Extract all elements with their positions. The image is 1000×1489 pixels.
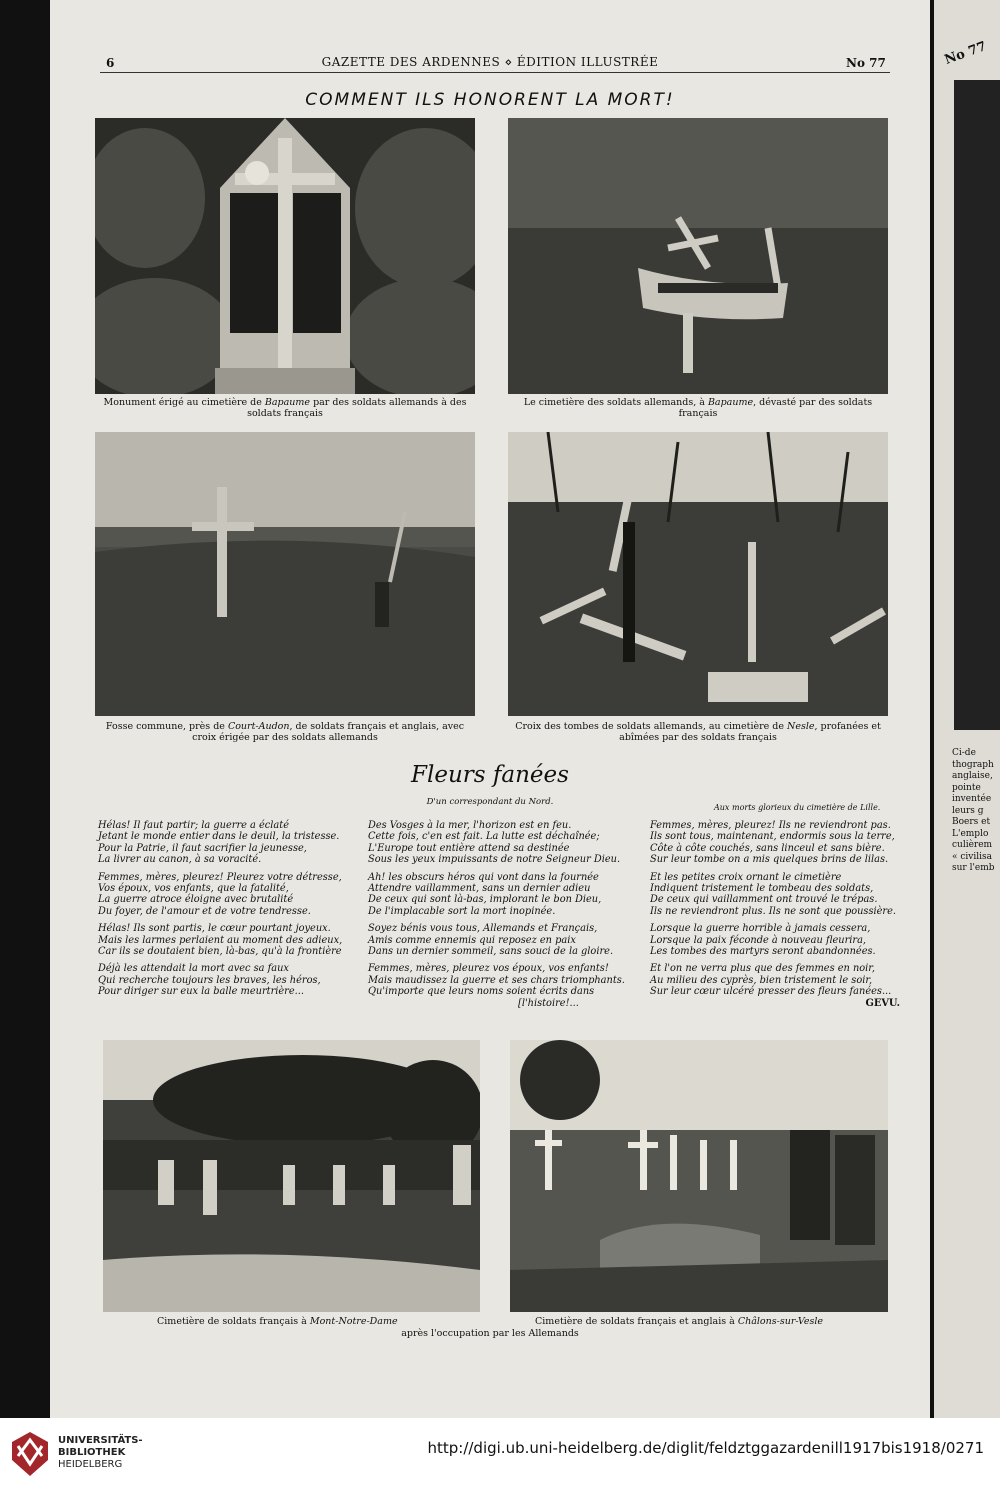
poem-line: Dans un dernier sommeil, sans souci de la gloire. bbox=[368, 946, 614, 958]
poem-line: Femmes, mères, pleurez! Ils ne reviendront pas. bbox=[650, 820, 891, 831]
adjacent-line: Ci-de bbox=[952, 748, 976, 758]
poem-line: La livrer au canon, à sa voracité. bbox=[98, 854, 262, 866]
poem-line: Hélas! Ils sont partis, le cœur pourtant joyeux. bbox=[98, 923, 331, 935]
poem-line: Au milieu des cyprès, bien tristement le soir, bbox=[650, 974, 873, 986]
photo-cemetery-chalons-sur-vesle bbox=[510, 1040, 888, 1312]
poem-line: Lorsque la paix féconde à nouveau fleurira, bbox=[650, 934, 867, 946]
stanza bbox=[98, 963, 348, 997]
adjacent-line: pointe bbox=[952, 782, 981, 793]
photo-cemetery-mont-notre-dame bbox=[103, 1040, 480, 1312]
main-title: COMMENT ILS HONORENT LA MORT! bbox=[305, 90, 675, 110]
adjacent-text bbox=[952, 748, 1000, 875]
stanza bbox=[368, 923, 618, 957]
poem-column-3 bbox=[650, 820, 900, 1015]
library-name: UNIVERSITÄTS- BIBLIOTHEK HEIDELBERG bbox=[58, 1435, 143, 1470]
poem-line: Femmes, mères, pleurez! Pleurez votre détresse, bbox=[98, 871, 342, 883]
poem-signature: GEVU. bbox=[865, 997, 900, 1009]
poem-line: Mais les larmes perlaient au moment des adieux, bbox=[98, 934, 343, 946]
stanza bbox=[650, 872, 900, 918]
adjacent-line: « civilisa bbox=[952, 851, 992, 862]
footer-bar bbox=[0, 1418, 1000, 1489]
photo-common-grave-court-audon bbox=[95, 432, 475, 716]
poem-line: Hélas! Il faut partir; la guerre a éclaté bbox=[98, 820, 289, 831]
poem-dedication: Aux morts glorieux du cimetière de Lille. bbox=[714, 803, 881, 812]
poem-line: La guerre atroce éloigne avec brutalité bbox=[98, 894, 294, 906]
stanza bbox=[650, 820, 900, 866]
poem-line: Femmes, mères, pleurez vos époux, vos enfants! bbox=[368, 963, 609, 975]
poem-line: Soyez bénis vous tous, Allemands et Français, bbox=[368, 923, 598, 935]
stanza bbox=[650, 963, 900, 1009]
poem-line: Mais maudissez la guerre et ses chars triomphants. bbox=[368, 974, 625, 986]
poem-line: Car ils se doutaient bien, là-bas, qu'à la frontière bbox=[98, 946, 342, 958]
poem-line: Du foyer, de l'amour et de votre tendresse. bbox=[98, 905, 311, 917]
adjacent-line: sur l'emb bbox=[952, 863, 995, 873]
poem-line: Côte à côte couchés, sans linceul et sans bière. bbox=[650, 842, 885, 854]
caption-common-grave-court-audon: Fosse commune, près de Court-Audon, de soldats français et anglais, avec croix érigée par des soldats allemands bbox=[105, 721, 465, 743]
caption-cemetery-mont-notre-dame: Cimetière de soldats français à Mont-Notre-Dame bbox=[157, 1316, 398, 1327]
poem-line: Sur leur cœur ulcéré presser des fleurs fanées... bbox=[650, 986, 892, 998]
poem-line: Sur leur tombe on a mis quelques brins de lilas. bbox=[650, 854, 889, 866]
poem-line: Ils sont tous, maintenant, endormis sous la terre, bbox=[650, 831, 895, 843]
adjacent-line: Boers et bbox=[952, 817, 991, 827]
poem-byline: D'un correspondant du Nord. bbox=[426, 797, 554, 807]
poem-line: Ils ne reviendront plus. Ils ne sont que poussière. bbox=[650, 905, 897, 917]
adjacent-line: culièrem bbox=[952, 840, 993, 850]
caption-shared-bottom: après l'occupation par les Allemands bbox=[401, 1328, 579, 1339]
poem-line: De l'implacable sort la mort inopinée. bbox=[368, 905, 556, 917]
adjacent-photo bbox=[954, 80, 1000, 730]
source-url-link[interactable]: http://digi.ub.uni-heidelberg.de/diglit/feldztggazardenill1917bis1918/0271 bbox=[427, 1439, 984, 1457]
adjacent-line: anglaise, bbox=[952, 771, 993, 781]
photo-damaged-crosses-nesle bbox=[508, 432, 888, 716]
poem-line: Vos époux, vos enfants, que la fatalité, bbox=[98, 883, 289, 895]
stanza bbox=[368, 872, 618, 918]
poem-line: Indiquent tristement le tombeau des soldats, bbox=[650, 883, 874, 895]
poem-line: Jetant le monde entier dans le deuil, la tristesse. bbox=[98, 831, 340, 843]
adjacent-page-edge bbox=[934, 0, 1000, 1418]
poem-line: Amis comme ennemis qui reposez en paix bbox=[368, 934, 576, 946]
issue-number: No 77 bbox=[846, 56, 886, 70]
caption-cemetery-chalons-sur-vesle: Cimetière de soldats français et anglais à Châlons-sur-Vesle bbox=[535, 1316, 824, 1327]
adjacent-line: L'emplo bbox=[952, 828, 989, 839]
stanza bbox=[368, 820, 621, 866]
poem-line: Les tombes des martyrs seront abandonnées. bbox=[650, 946, 876, 958]
adjacent-issue-number: No 77 bbox=[942, 39, 989, 68]
poem-line: Et l'on ne verra plus que des femmes en noir, bbox=[650, 963, 876, 975]
poem-title: Fleurs fanées bbox=[411, 762, 569, 788]
header-rule bbox=[100, 72, 890, 73]
poem-line: Et les petites croix ornant le cimetière bbox=[650, 871, 842, 883]
adjacent-line: leurs g bbox=[952, 805, 984, 816]
adjacent-line: thograph bbox=[952, 759, 994, 770]
poem-line: De ceux qui vaillamment ont trouvé le trépas. bbox=[650, 894, 878, 906]
photo-monument-bapaume bbox=[95, 118, 475, 394]
poem-line: Des Vosges à la mer, l'horizon est en feu. bbox=[368, 820, 572, 831]
newspaper-page bbox=[50, 0, 930, 1418]
poem-line: Lorsque la guerre horrible à jamais cessera, bbox=[650, 923, 871, 935]
caption-devastated-cemetery-bapaume: Le cimetière des soldats allemands, à Bapaume, dévasté par des soldats français bbox=[523, 397, 873, 419]
poem-line: Pour diriger sur eux la balle meurtrière... bbox=[98, 986, 305, 998]
poem-line: De ceux qui sont là-bas, implorant le bon Dieu, bbox=[368, 894, 602, 906]
poem-column-2 bbox=[368, 820, 625, 1015]
poem-line: Pour la Patrie, il faut sacrifier la jeunesse, bbox=[98, 842, 307, 854]
poem-line: Qu'importe que leurs noms soient écrits dans bbox=[368, 986, 595, 998]
poem-column-1 bbox=[98, 820, 348, 1004]
photo-devastated-cemetery-bapaume bbox=[508, 118, 888, 394]
university-library-logo bbox=[10, 1430, 50, 1478]
page-header bbox=[50, 52, 930, 72]
stanza bbox=[368, 963, 625, 1009]
poem-line: Ah! les obscurs héros qui vont dans la fournée bbox=[368, 871, 599, 883]
adjacent-line: inventée bbox=[952, 794, 992, 804]
poem-line: Qui recherche toujours les braves, les héros, bbox=[98, 974, 321, 986]
poem-line: [l'histoire!... bbox=[518, 997, 579, 1009]
caption-damaged-crosses-nesle: Croix des tombes de soldats allemands, au cimetière de Nesle, profanées et abîmées par des soldats français bbox=[515, 721, 881, 743]
stanza bbox=[98, 872, 348, 918]
stanza bbox=[650, 923, 900, 957]
publication-title: GAZETTE DES ARDENNES ⋄ ÉDITION ILLUSTRÉE bbox=[321, 55, 659, 69]
caption-monument-bapaume: Monument érigé au cimetière de Bapaume par des soldats allemands à des soldats français bbox=[103, 397, 467, 419]
stanza bbox=[98, 820, 348, 866]
poem-line: Cette fois, c'en est fait. La lutte est déchaînée; bbox=[368, 831, 600, 843]
poem-line: Attendre vaillamment, sans un dernier adieu bbox=[368, 883, 591, 895]
stanza bbox=[98, 923, 348, 957]
page-number: 6 bbox=[106, 56, 115, 70]
poem-line: Déjà les attendait la mort avec sa faux bbox=[98, 963, 289, 975]
poem-line: L'Europe tout entière attend sa destinée bbox=[368, 842, 570, 854]
poem-line: Sous les yeux impuissants de notre Seigneur Dieu. bbox=[368, 854, 621, 866]
